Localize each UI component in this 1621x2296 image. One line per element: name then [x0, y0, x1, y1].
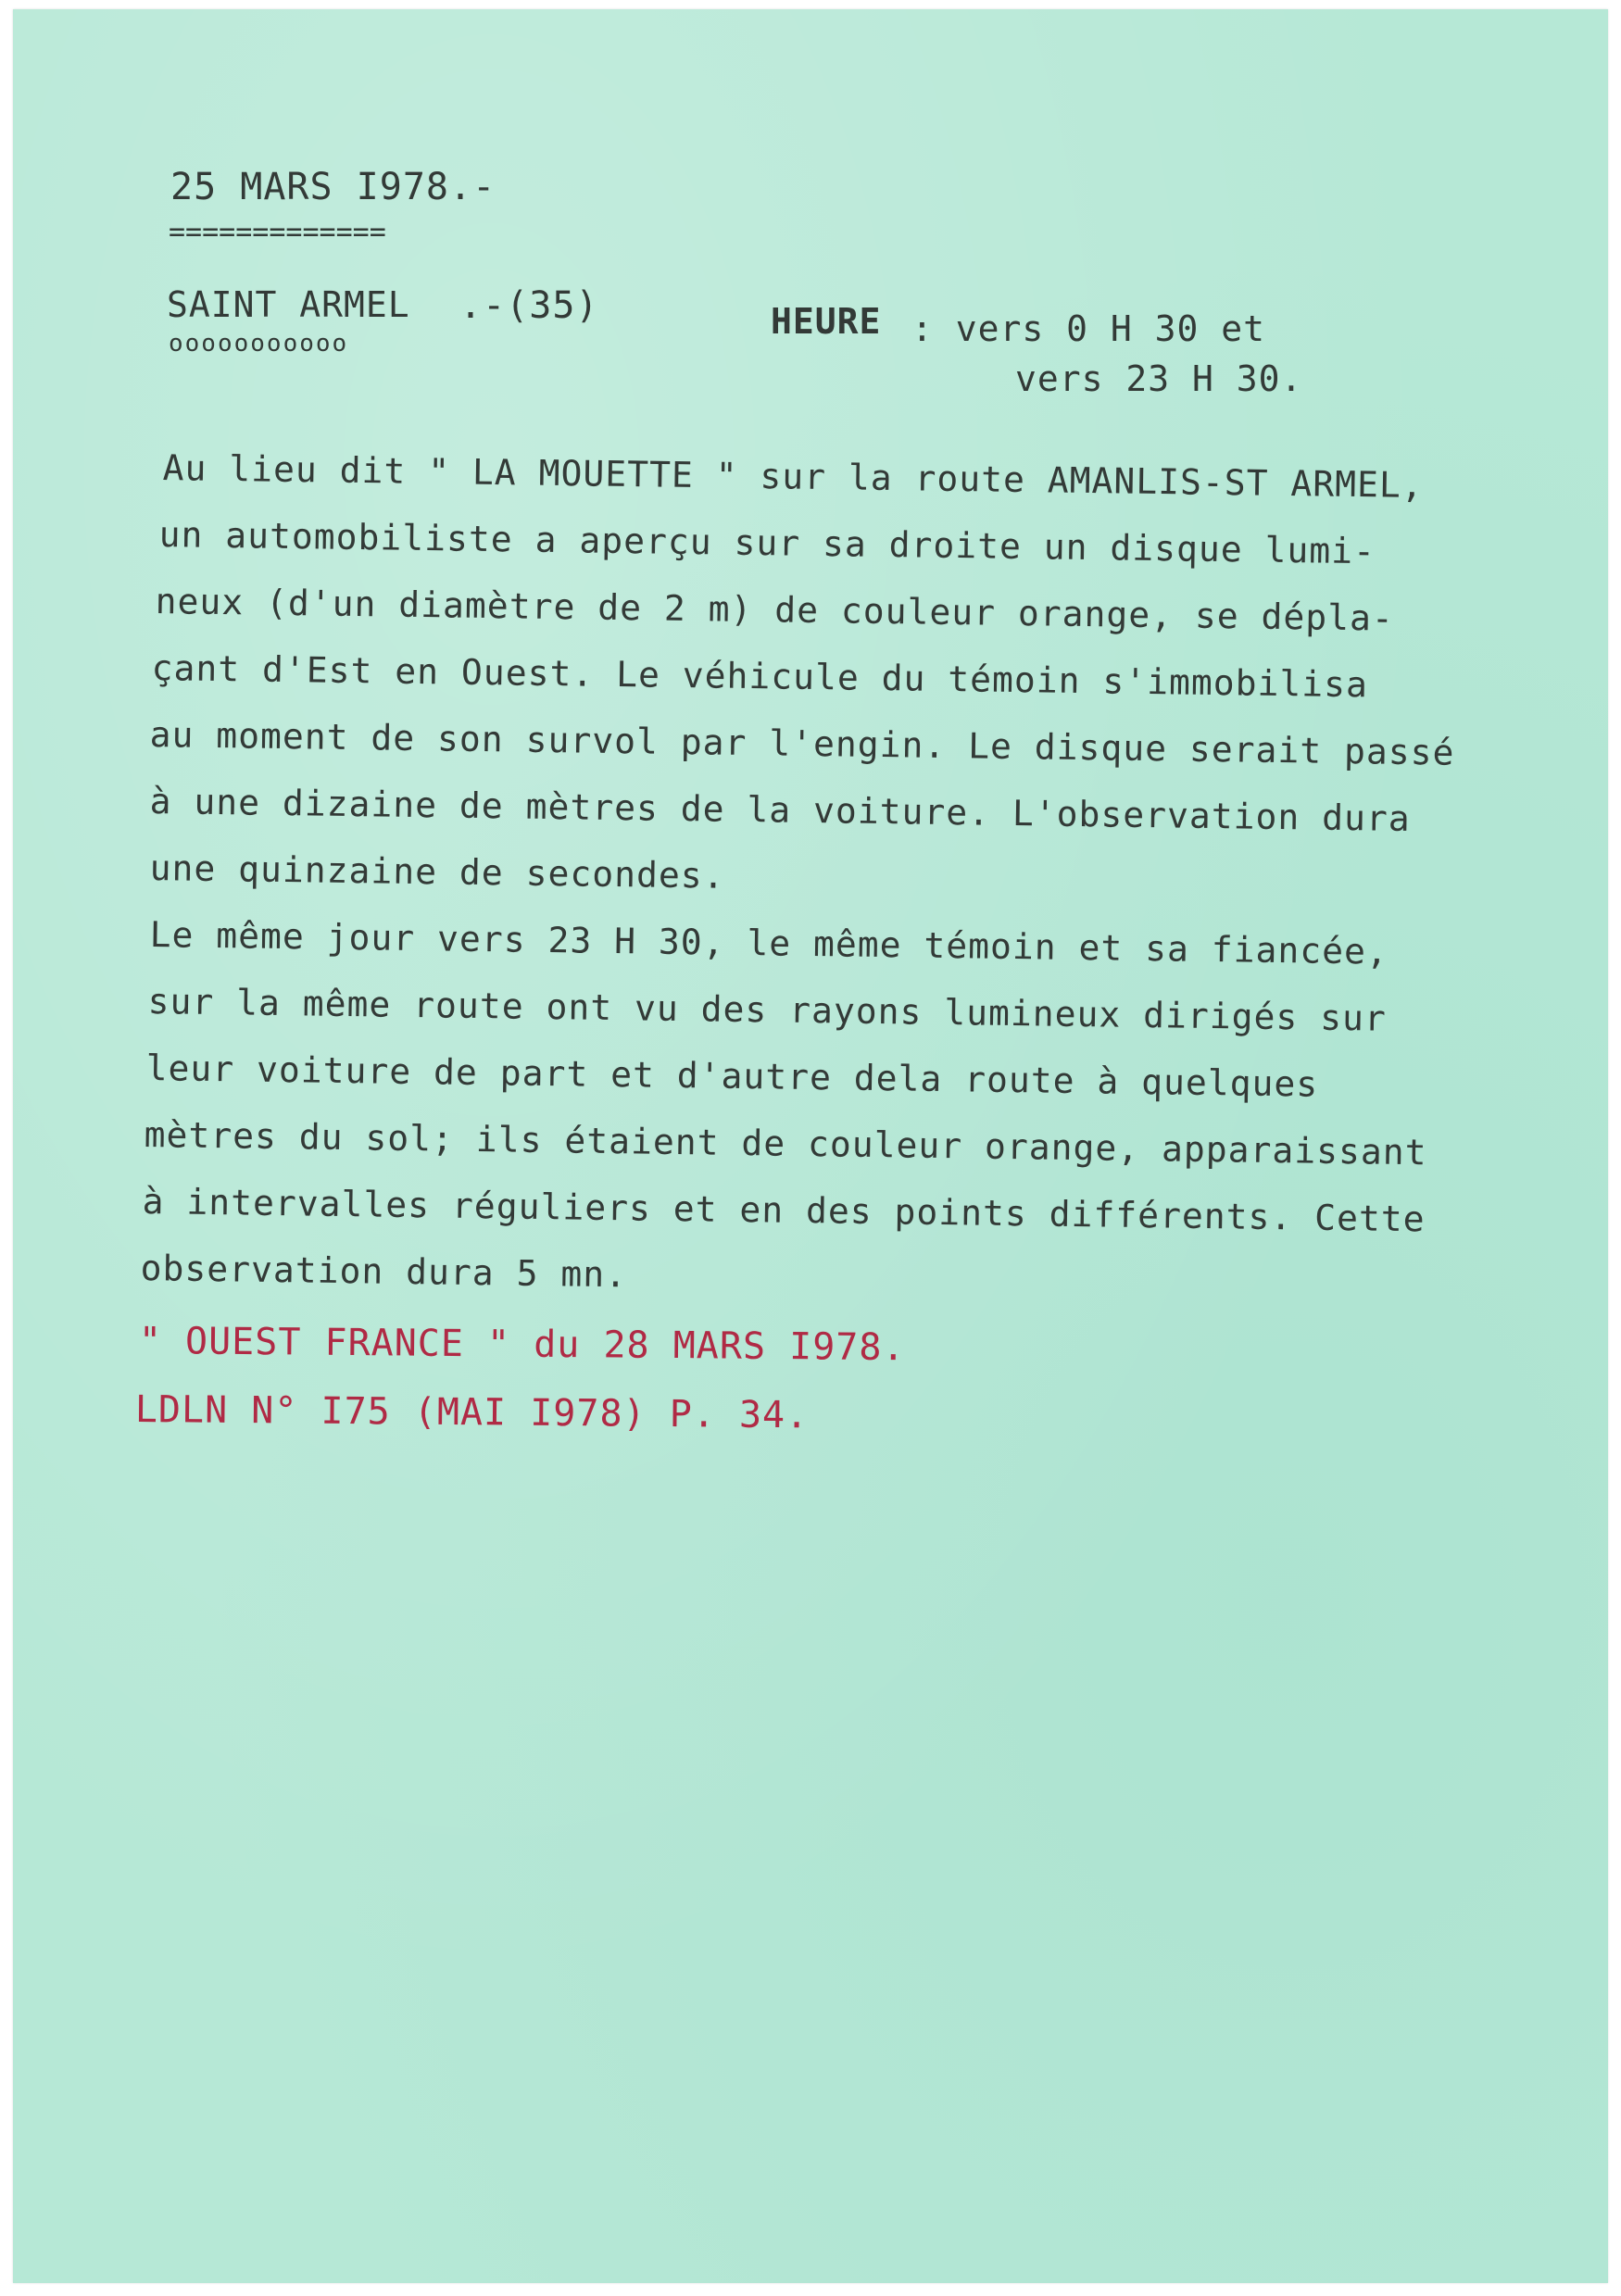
body-line: à une dizaine de mètres de la voiture. L'observation dura — [149, 781, 1411, 839]
place-underline: ooooooooooo — [169, 330, 349, 358]
body-line: à intervalles réguliers et en des points différents. Cette — [142, 1181, 1426, 1240]
date-underline: ============= — [169, 216, 386, 248]
body-line: sur la même route ont vu des rayons lumineux dirigés sur — [147, 981, 1388, 1039]
time-line-1: : vers 0 H 30 et — [911, 308, 1266, 349]
place-heading: SAINT ARMEL — [167, 284, 410, 325]
body-line: un automobiliste a aperçu sur sa droite un disque lumi- — [158, 514, 1376, 572]
body-line: une quinzaine de secondes. — [149, 847, 725, 897]
source-ldln: LDLN N° I75 (MAI I978) P. 34. — [134, 1388, 810, 1437]
date-heading: 25 MARS I978.- — [170, 166, 496, 208]
body-line: çant d'Est en Ouest. Le véhicule du témoin s'immobilisa — [151, 647, 1369, 706]
body-line: observation dura 5 mn. — [140, 1248, 628, 1296]
body-line: Le même jour vers 23 H 30, le même témoin et sa fiancée, — [149, 914, 1389, 972]
time-label: HEURE — [771, 301, 882, 342]
source-newspaper: " OUEST FRANCE " du 28 MARS I978. — [138, 1320, 906, 1370]
body-line: mètres du sol; ils étaient de couleur orange, apparaissant — [144, 1114, 1427, 1173]
body-line: Au lieu dit " LA MOUETTE " sur la route AMANLIS-ST ARMEL, — [162, 447, 1424, 506]
body-line: au moment de son survol par l'engin. Le disque serait passé — [149, 714, 1455, 773]
body-line: leur voiture de part et d'autre dela route à quelques — [145, 1048, 1319, 1105]
time-line-2: vers 23 H 30. — [1015, 358, 1303, 399]
body-line: neux (d'un diamètre de 2 m) de couleur orange, se dépla- — [155, 581, 1395, 639]
document-sheet — [13, 9, 1608, 2283]
department-code: .-(35) — [459, 284, 599, 327]
